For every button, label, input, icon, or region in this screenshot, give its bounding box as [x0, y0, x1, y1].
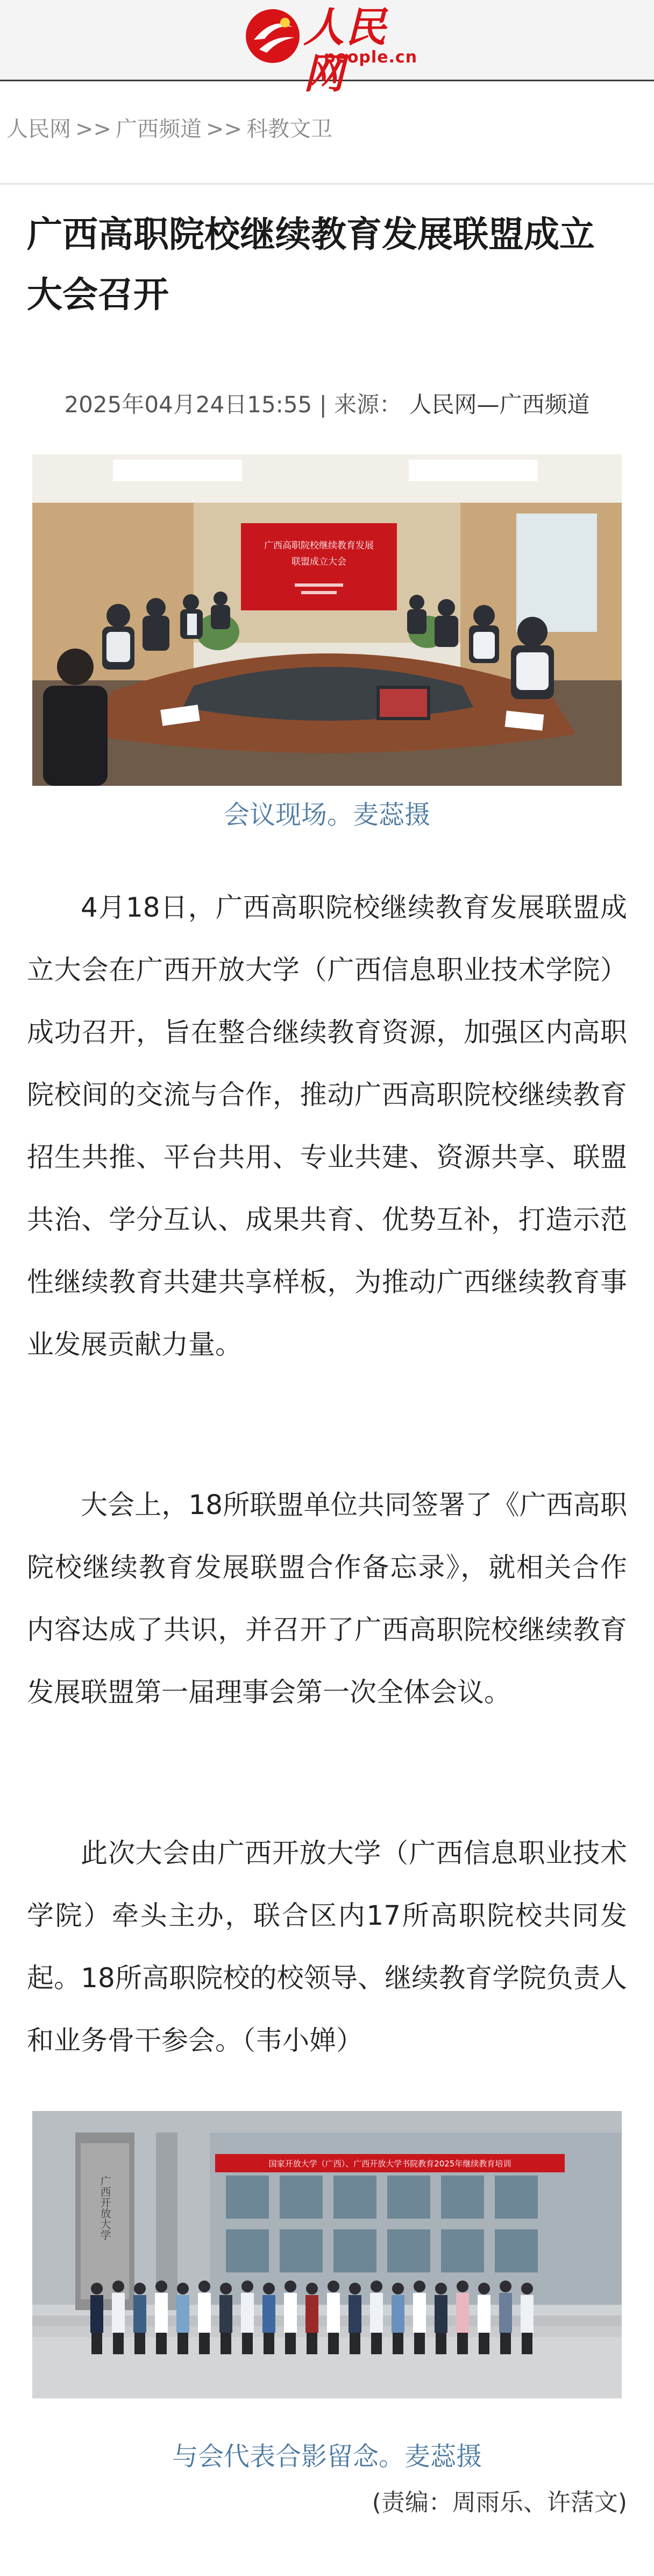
- site-logo[interactable]: [243, 3, 418, 97]
- banner-text-line1: 广西高职院校继续教育发展: [264, 540, 374, 551]
- source-prefix: 来源：: [334, 391, 402, 418]
- logo-chinese-text: 人民网: [303, 3, 387, 97]
- breadcrumb-item-home[interactable]: 人民网: [6, 117, 71, 142]
- meta-separator: |: [319, 391, 335, 418]
- article-editor: (责编：周雨乐、许萿文): [372, 2489, 627, 2516]
- photo-caption-meeting: 会议现场。麦蕊摄: [223, 800, 430, 830]
- breadcrumb-item-guangxi[interactable]: 广西频道: [116, 117, 202, 142]
- meeting-photo: [32, 454, 622, 786]
- breadcrumb: [6, 114, 332, 144]
- group-photo: [32, 2111, 622, 2398]
- article-source-link[interactable]: 人民网—广西频道: [409, 391, 590, 418]
- article-datetime: 2025年04月24日15:55: [64, 391, 312, 418]
- article-title: 广西高职院校继续教育发展联盟成立大会召开: [27, 214, 595, 315]
- site-header: [0, 0, 654, 97]
- people-daily-logo-icon: [243, 6, 302, 66]
- breadcrumb-item-science-education[interactable]: 科教文卫: [246, 117, 333, 142]
- logo-english-text: people.cn: [324, 48, 418, 67]
- breadcrumb-divider: [0, 183, 654, 185]
- article-paragraph-2: 大会上，18所联盟单位共同签署了《广西高职院校继续教育发展联盟合作备忘录》，就相关合作内容达成了共识，并召开了广西高职院校继续教育发展联盟第一届理事会第一次全体会议。: [27, 1489, 627, 1708]
- article-paragraph-1: 4月18日，广西高职院校继续教育发展联盟成立大会在广西开放大学（广西信息职业技术学院）成功召开，旨在整合继续教育资源，加强区内高职院校间的交流与合作，推动广西高职院校继续教育招生共推、平台共用、专业共建、资源共享、联盟共治、学分互认、成果共育、优势互补，打造示范性继续教育共建共享样板，为推动广西继续教育事业发展贡献力量。: [27, 892, 627, 1360]
- banner-text-line2: 联盟成立大会: [292, 557, 346, 567]
- photo-caption-group: 与会代表合影留念。麦蕊摄: [172, 2441, 482, 2472]
- article-paragraph-3: 此次大会由广西开放大学（广西信息职业技术学院）牵头主办，联合区内17所高职院校共同发起。18所高职院校的校领导、继续教育学院负责人和业务骨干参会。（韦小婵）: [27, 1838, 627, 2056]
- plaque-text: 广西开放大学: [98, 2176, 111, 2240]
- article-meta: [0, 390, 654, 420]
- breadcrumb-separator: >>: [75, 117, 112, 142]
- breadcrumb-separator: >>: [206, 117, 243, 142]
- group-banner-text: 国家开放大学（广西）、广西开放大学书院教育2025年继续教育培训: [268, 2159, 511, 2169]
